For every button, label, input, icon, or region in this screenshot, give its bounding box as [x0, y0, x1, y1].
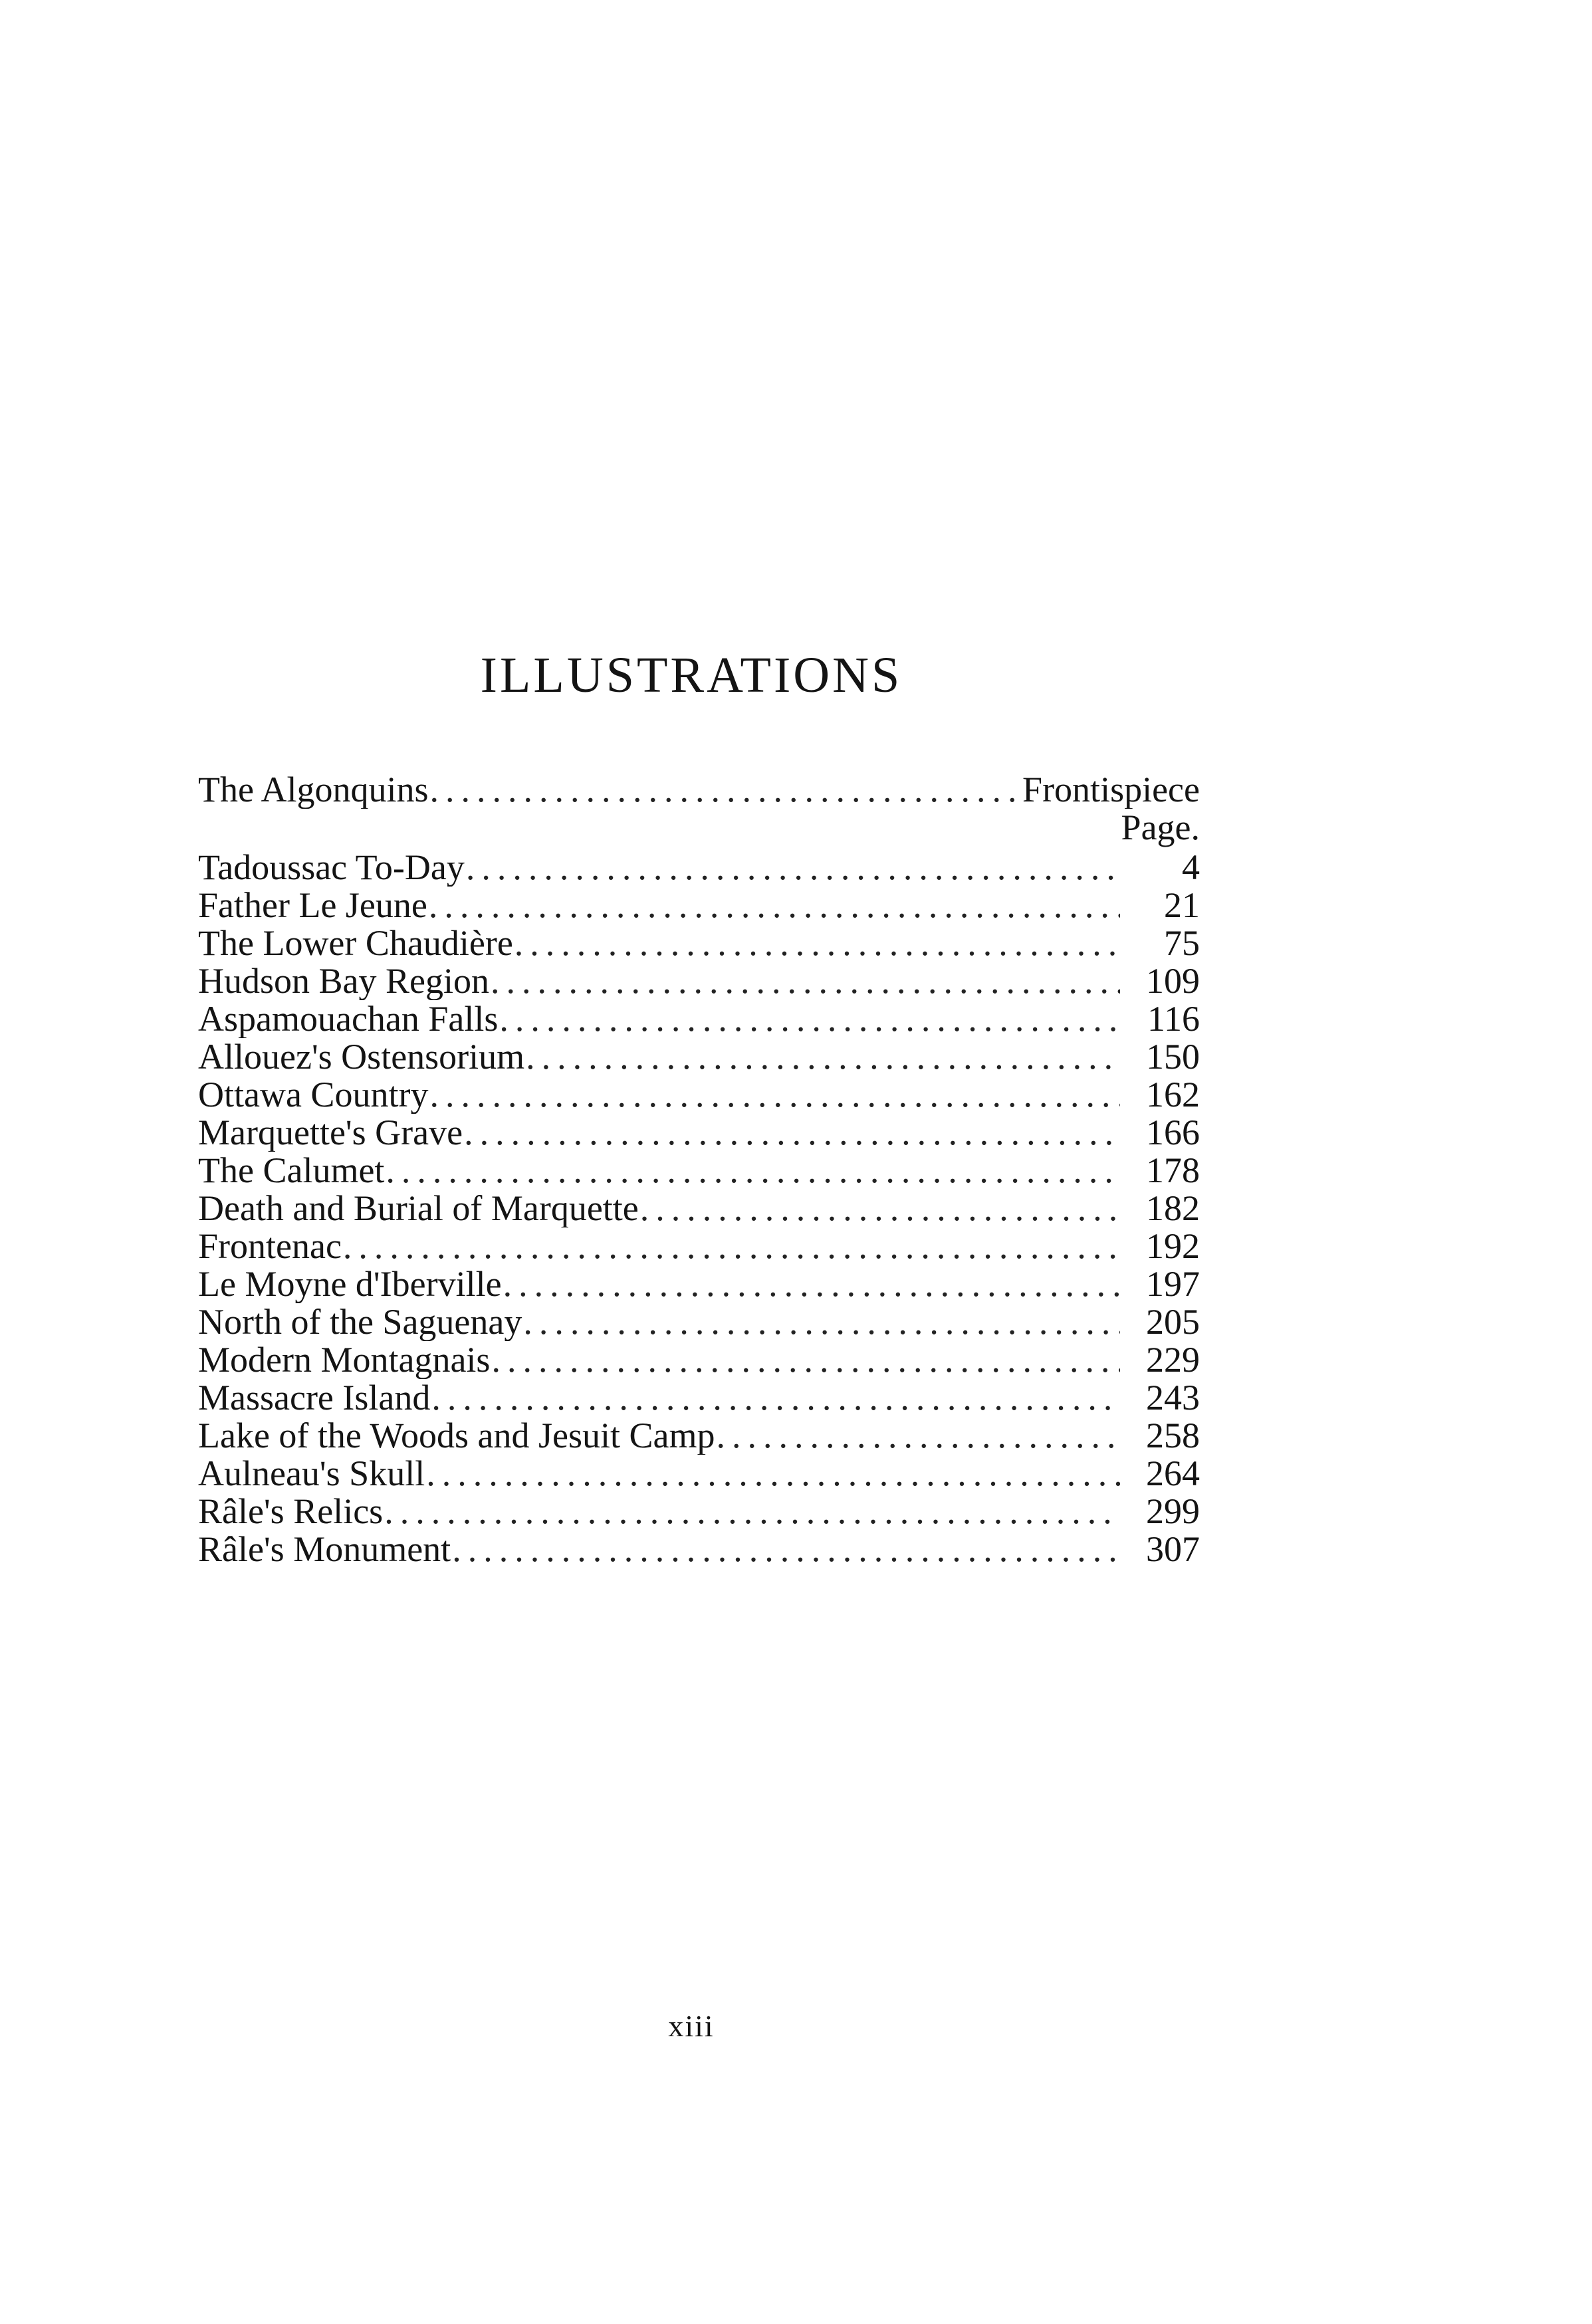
list-item-label: Le Moyne d'Iberville — [198, 1265, 502, 1303]
list-item-page: 109 — [1146, 962, 1200, 1000]
list-item-label: Massacre Island — [198, 1379, 431, 1417]
list-item-label: Father Le Jeune — [198, 887, 427, 924]
dot-leader — [640, 1190, 1120, 1227]
list-item-page: 258 — [1146, 1417, 1200, 1455]
list-item — [198, 887, 1200, 924]
list-item-label: Frontenac — [198, 1227, 342, 1265]
list-item — [198, 924, 1200, 962]
list-item-label: Aulneau's Skull — [198, 1455, 425, 1493]
dot-leader — [526, 1038, 1120, 1076]
list-item-page: 4 — [1182, 849, 1200, 887]
list-item-label: Tadoussac To-Day — [198, 849, 465, 887]
list-item-page: 299 — [1146, 1493, 1200, 1531]
page-column-heading: Page. — [1121, 807, 1200, 847]
list-item-page: 21 — [1164, 887, 1200, 924]
list-item — [198, 1341, 1200, 1379]
list-item-label: The Algonquins — [198, 771, 429, 809]
dot-leader — [430, 771, 1022, 809]
list-item-label: North of the Saguenay — [198, 1303, 522, 1341]
list-item-label: Aspamouachan Falls — [198, 1000, 499, 1038]
page-title: ILLUSTRATIONS — [480, 647, 903, 703]
dot-leader — [384, 1493, 1120, 1531]
list-item-label: Modern Montagnais — [198, 1341, 491, 1379]
list-item — [198, 1152, 1200, 1190]
list-item — [198, 1265, 1200, 1303]
dot-leader — [466, 849, 1120, 887]
list-item-page: Frontispiece — [1022, 771, 1200, 809]
dot-leader — [514, 924, 1120, 962]
list-item — [198, 962, 1200, 1000]
dot-leader — [431, 1379, 1120, 1417]
list-item-page: 192 — [1146, 1227, 1200, 1265]
list-item — [198, 1190, 1200, 1227]
list-item-page: 197 — [1146, 1265, 1200, 1303]
list-item — [198, 1379, 1200, 1417]
list-item — [198, 1076, 1200, 1114]
list-item-label: Marquette's Grave — [198, 1114, 463, 1152]
list-item-page: 178 — [1146, 1152, 1200, 1190]
list-item-page: 162 — [1146, 1076, 1200, 1114]
dot-leader — [426, 1455, 1120, 1493]
entries — [198, 849, 1200, 1568]
dot-leader — [343, 1227, 1120, 1265]
list-item-page: 116 — [1147, 1000, 1200, 1038]
list-item-frontispiece — [198, 771, 1200, 809]
list-item-label: Lake of the Woods and Jesuit Camp — [198, 1417, 715, 1455]
list-item — [198, 1493, 1200, 1531]
list-item-label: Allouez's Ostensorium — [198, 1038, 525, 1076]
list-item-page: 229 — [1146, 1341, 1200, 1379]
list-item-label: Death and Burial of Marquette — [198, 1190, 639, 1227]
page-number: xiii — [668, 2009, 715, 2043]
list-item-page: 243 — [1146, 1379, 1200, 1417]
list-item-page: 150 — [1146, 1038, 1200, 1076]
list-item-label: Râle's Monument — [198, 1531, 451, 1568]
list-item-page: 166 — [1146, 1114, 1200, 1152]
dot-leader — [429, 1076, 1120, 1114]
dot-leader — [499, 1000, 1120, 1038]
list-item — [198, 1417, 1200, 1455]
list-item-page: 307 — [1146, 1531, 1200, 1568]
dot-leader — [523, 1303, 1120, 1341]
list-item — [198, 849, 1200, 887]
list-item — [198, 1000, 1200, 1038]
list-item-label: Hudson Bay Region — [198, 962, 489, 1000]
list-item-page: 182 — [1146, 1190, 1200, 1227]
list-item-page: 264 — [1146, 1455, 1200, 1493]
dot-leader — [464, 1114, 1120, 1152]
list-item — [198, 1038, 1200, 1076]
dot-leader — [503, 1265, 1120, 1303]
list-item-label: The Calumet — [198, 1152, 385, 1190]
dot-leader — [452, 1531, 1120, 1568]
list-item-page: 205 — [1146, 1303, 1200, 1341]
list-item — [198, 1227, 1200, 1265]
dot-leader — [386, 1152, 1120, 1190]
list-item-label: The Lower Chaudière — [198, 924, 513, 962]
dot-leader — [491, 962, 1120, 1000]
list-item-label: Ottawa Country — [198, 1076, 429, 1114]
list-item-page: 75 — [1164, 924, 1200, 962]
dot-leader — [717, 1417, 1120, 1455]
list-item — [198, 1114, 1200, 1152]
list-item — [198, 1531, 1200, 1568]
list-item — [198, 1455, 1200, 1493]
list-item-label: Râle's Relics — [198, 1493, 384, 1531]
list-item — [198, 1303, 1200, 1341]
illustrations-list — [198, 771, 1200, 1568]
dot-leader — [429, 887, 1120, 924]
dot-leader — [491, 1341, 1120, 1379]
